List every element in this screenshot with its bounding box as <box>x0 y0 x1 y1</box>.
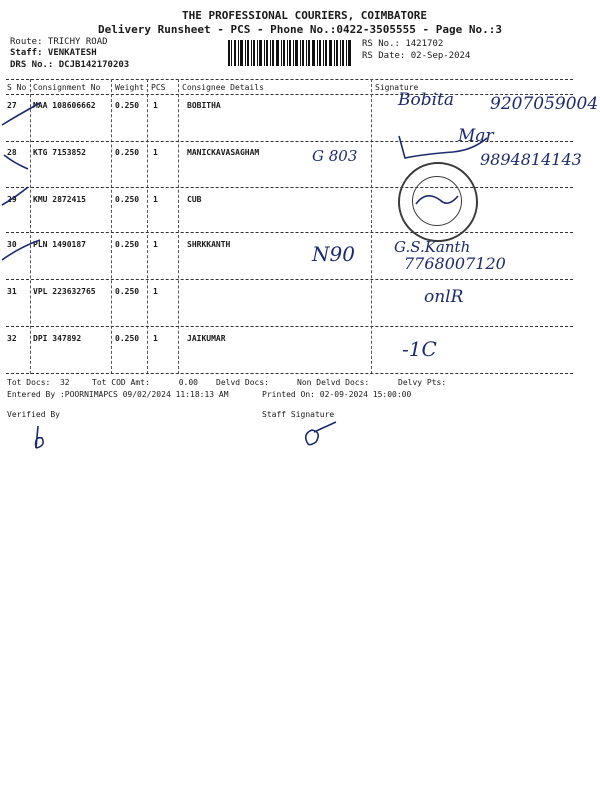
company-name: THE PROFESSIONAL COURIERS, COIMBATORE <box>182 9 428 22</box>
col-header-weight: Weight <box>115 83 144 92</box>
row-consignment-no: MAA 108606662 <box>33 101 96 110</box>
col-divider <box>111 79 112 374</box>
row-sno: 30 <box>7 240 17 249</box>
col-header-consignee: Consignee Details <box>182 83 264 92</box>
staff-label: Staff: VENKATESH <box>10 48 97 58</box>
verified-by-label: Verified By <box>7 410 60 419</box>
note-row-30: N90 <box>312 242 355 266</box>
row-sno: 31 <box>7 287 17 296</box>
drs-number: DRS No.: DCJB142170203 <box>10 60 130 70</box>
staff-signature-label: Staff Signature <box>262 410 335 419</box>
row-weight: 0.250 <box>115 101 140 110</box>
row-weight: 0.250 <box>115 334 140 343</box>
row-weight: 0.250 <box>115 195 140 204</box>
row-sno: 29 <box>7 195 17 204</box>
total-docs: Tot Docs: 32 <box>7 378 70 387</box>
row-sno: 27 <box>7 101 17 110</box>
col-divider <box>178 79 179 374</box>
row-sno: 28 <box>7 148 17 157</box>
tick-mark <box>4 155 28 169</box>
signature-row-27: Bobita <box>398 90 455 110</box>
barcode <box>228 40 352 66</box>
row-consignment-no: VPL 223632765 <box>33 287 96 296</box>
row-pcs: 1 <box>153 101 158 110</box>
table-bottom-rule <box>6 373 573 374</box>
row-rule <box>6 187 573 188</box>
col-divider <box>147 79 148 374</box>
entered-by: Entered By :POORNIMAPCS 09/02/2024 11:18:13 AM <box>7 390 229 399</box>
row-pcs: 1 <box>153 334 158 343</box>
row-consignee: BOBITHA <box>187 101 221 110</box>
row-weight: 0.250 <box>115 148 140 157</box>
runsheet-subtitle: Delivery Runsheet - PCS - Phone No.:0422-3505555 - Page No.:3 <box>98 23 502 36</box>
phone-row-30: 7768007120 <box>404 254 506 273</box>
row-rule <box>6 279 573 280</box>
row-consignment-no: KTG 7153852 <box>33 148 86 157</box>
row-pcs: 1 <box>153 287 158 296</box>
signature-row-30: G.S.Kanth <box>394 238 471 256</box>
header-bottom-rule <box>6 94 573 95</box>
rs-number: RS No.: 1421702 <box>362 39 444 49</box>
header-top-rule <box>6 79 573 80</box>
row-consignee: CUB <box>187 195 202 204</box>
row-rule <box>6 326 573 327</box>
col-divider <box>371 79 372 374</box>
verified-signature <box>28 424 52 452</box>
tick-marks <box>0 95 60 275</box>
note-row-28: G 803 <box>312 147 358 165</box>
total-cod-amount: Tot COD Amt: 0.00 <box>92 378 198 387</box>
row-consignment-no: PLN 1490187 <box>33 240 86 249</box>
tick-mark <box>2 187 28 205</box>
col-header-consignment: Consignment No <box>33 83 101 92</box>
row-sno: 32 <box>7 334 17 343</box>
route-label: Route: TRICHY ROAD <box>10 37 108 47</box>
row-consignment-no: DPI 347892 <box>33 334 82 343</box>
row-consignee: MANICKAVASAGHAM <box>187 148 260 157</box>
delivered-docs: Delvd Docs: <box>216 378 269 387</box>
printed-on: Printed On: 02-09-2024 15:00:00 <box>262 390 412 399</box>
delivery-points: Delvy Pts: <box>398 378 447 387</box>
note-row-32: -1C <box>402 337 437 361</box>
row-pcs: 1 <box>153 240 158 249</box>
staff-signature <box>300 418 344 450</box>
tick-mark <box>2 240 40 260</box>
phone-row-28: 9894814143 <box>480 150 582 169</box>
row-consignment-no: KMU 2872415 <box>33 195 86 204</box>
phone-row-27: 9207059004 <box>490 94 599 114</box>
tick-mark <box>2 103 40 125</box>
row-weight: 0.250 <box>115 240 140 249</box>
row-consignee: SHRKKANTH <box>187 240 231 249</box>
note-row-31: onlR <box>424 287 464 307</box>
col-header-signature: Signature <box>375 83 419 92</box>
rs-date: RS Date: 02-Sep-2024 <box>362 51 471 61</box>
row-rule <box>6 232 573 233</box>
col-header-pcs: PCS <box>151 83 166 92</box>
row-pcs: 1 <box>153 195 158 204</box>
col-header-sno: S No <box>7 83 27 92</box>
row-consignee: JAIKUMAR <box>187 334 226 343</box>
signature-text-row-28: Mar <box>458 126 494 146</box>
stamp-signature <box>412 186 462 218</box>
non-delivered-docs: Non Delvd Docs: <box>297 378 370 387</box>
row-pcs: 1 <box>153 148 158 157</box>
row-weight: 0.250 <box>115 287 140 296</box>
